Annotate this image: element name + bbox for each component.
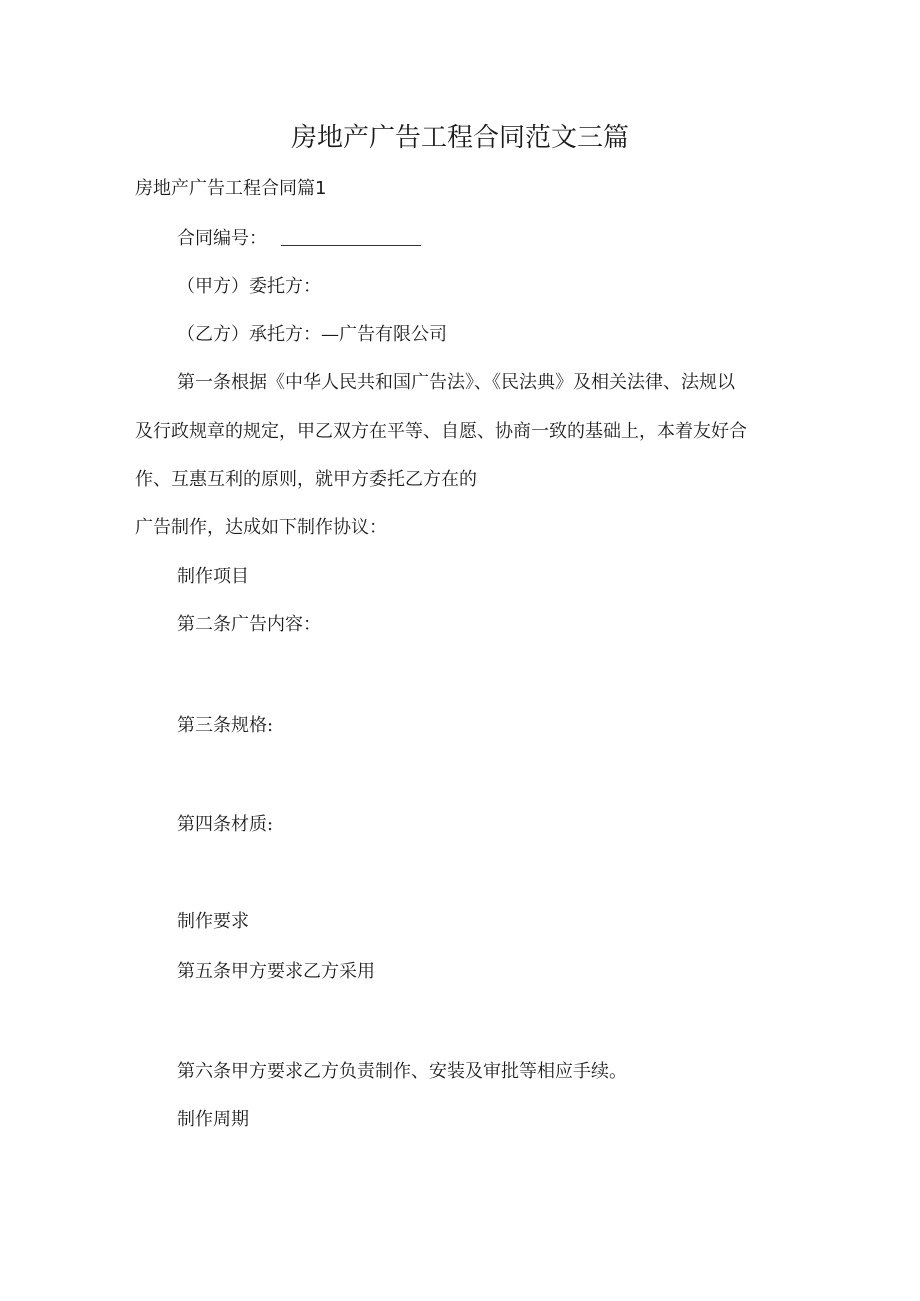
article-5: 第五条甲方要求乙方采用: [177, 961, 375, 982]
article-4: 第四条材质:: [177, 814, 274, 835]
contract-number-line: [177, 226, 421, 252]
article-1-line-3: 作、互惠互利的原则，就甲方委托乙方在的: [135, 469, 477, 490]
contract-number-blank: [281, 227, 421, 246]
section-heading-requirements: 制作要求: [177, 911, 249, 932]
article-3: 第三条规格:: [177, 715, 274, 736]
article-6: 第六条甲方要求乙方负责制作、安装及审批等相应手续。: [177, 1061, 627, 1082]
section-heading-period: 制作周期: [177, 1109, 249, 1130]
contract-number-label: 合同编号：: [177, 228, 267, 249]
article-1-line-2: 及行政规章的规定，甲乙双方在平等、自愿、协商一致的基础上，本着友好合: [135, 421, 747, 442]
document-title: 房地产广告工程合同范文三篇: [290, 123, 629, 153]
party-b-line: （乙方）承托方：—广告有限公司: [177, 324, 447, 345]
article-1-line-1: 第一条根据《中华人民共和国广告法》、《民法典》及相关法律、法规以: [177, 372, 735, 393]
party-a-line: （甲方）委托方：: [177, 276, 321, 297]
section-heading-project: 制作项目: [177, 566, 249, 587]
document-subtitle: 房地产广告工程合同篇1: [135, 178, 327, 199]
article-2: 第二条广告内容：: [177, 614, 321, 635]
article-1-line-4: 广告制作，达成如下制作协议：: [135, 517, 387, 538]
